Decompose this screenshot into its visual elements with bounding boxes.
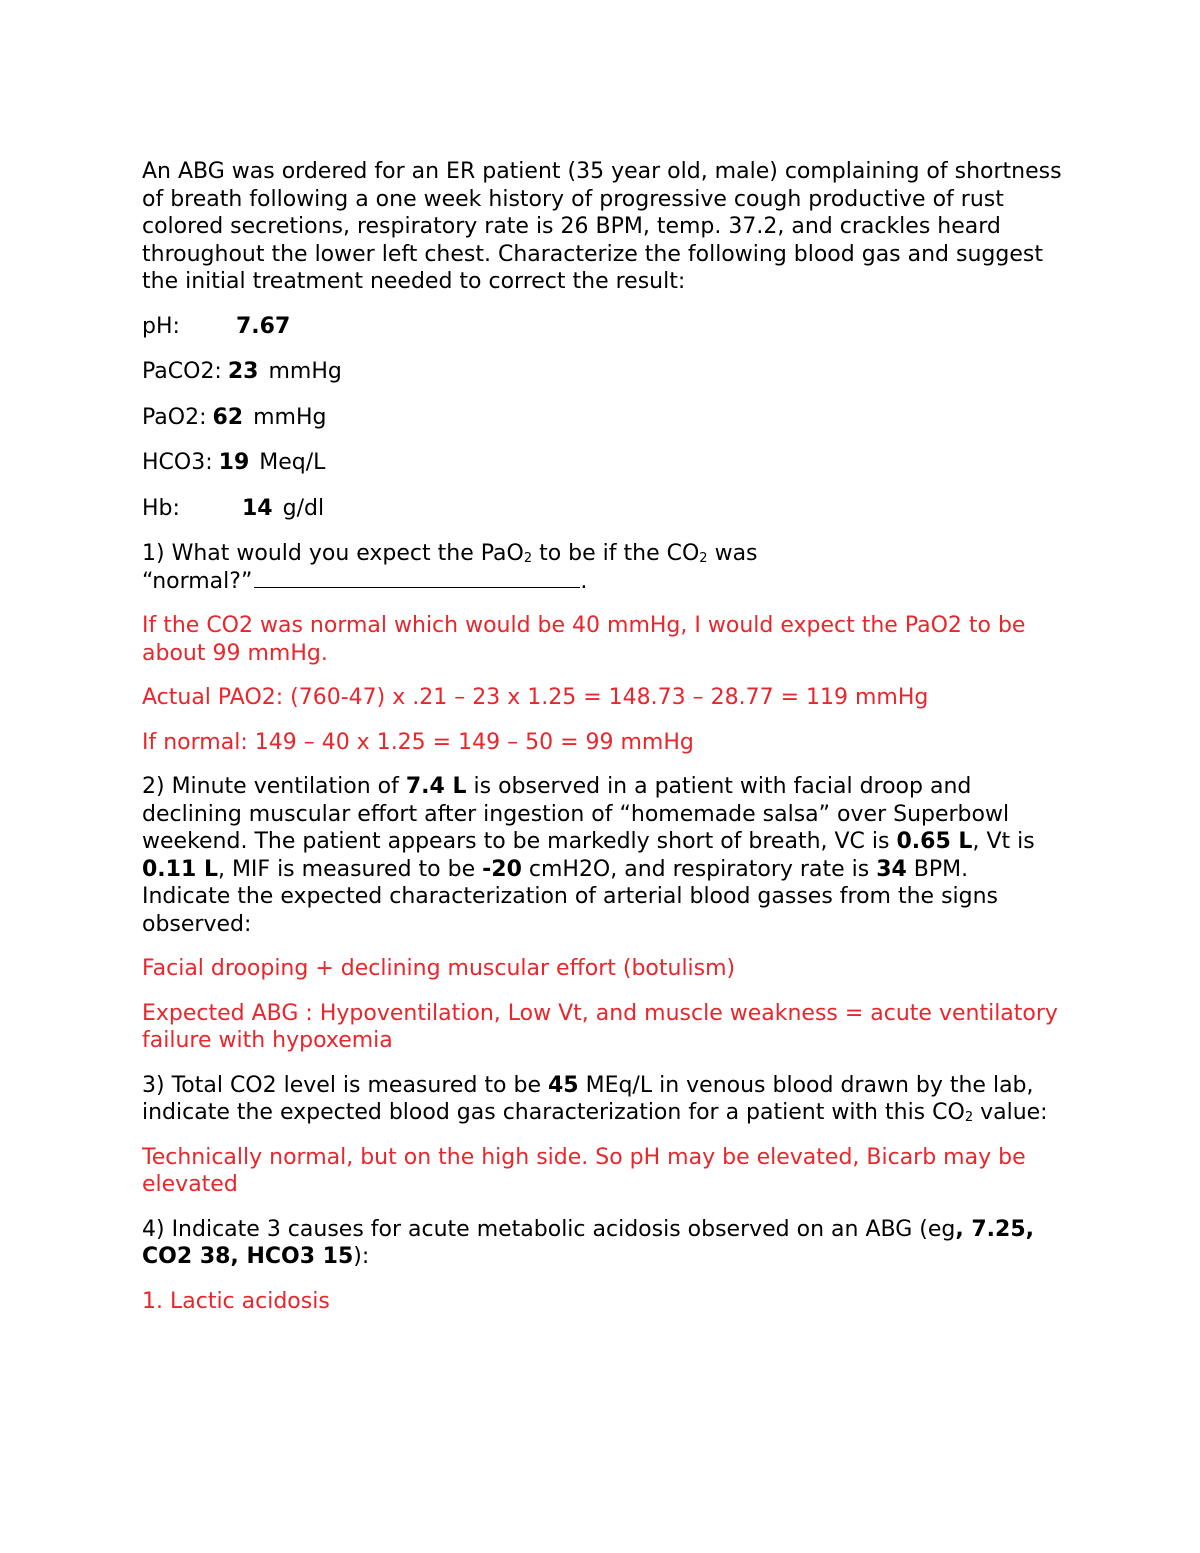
- q3-bold: 45: [547, 1072, 579, 1098]
- question-3: [142, 1072, 1062, 1127]
- lab-value: 7.67: [236, 313, 291, 339]
- lab-value: 23: [227, 359, 259, 384]
- q2-bold: 7.4 L: [405, 774, 467, 799]
- q2-answer-1: Facial drooping + declining muscular effort (botulism): [142, 956, 736, 981]
- lab-value: 14: [242, 495, 273, 521]
- lab-value: 62: [212, 404, 244, 430]
- lab-row-ph: [142, 313, 1062, 341]
- q1-answer-1: If the CO2 was normal which would be 40 mmHg, I would expect the PaO2 to be about 99 mmHg.: [142, 613, 1026, 666]
- lab-values: [142, 313, 1062, 523]
- q1-text: .: [580, 568, 588, 594]
- q4-text: ):: [353, 1244, 370, 1269]
- lab-row-hb: [142, 495, 1062, 523]
- lab-label: PaO2:: [142, 404, 207, 430]
- q2-text: BPM. Indicate the expected characterization of arterial blood gasses from the signs observed:: [142, 856, 999, 937]
- answer-blank-line: [254, 586, 580, 588]
- lab-value: 19: [218, 450, 250, 475]
- document-page: [142, 158, 1062, 1332]
- q3-answer: Technically normal, but on the high side. So pH may be elevated, Bicarb may be elevated: [142, 1144, 1026, 1197]
- q4-text: 4) Indicate 3 causes for acute metabolic acidosis observed on an ABG (eg: [142, 1216, 956, 1242]
- q2-bold: 0.65 L: [896, 829, 973, 854]
- q1-subscript: 2: [523, 551, 533, 566]
- q1-text: 1) What would you expect the PaO: [142, 541, 524, 566]
- question-1: [142, 540, 1062, 595]
- q4-answer: 1. Lactic acidosis: [142, 1288, 330, 1314]
- q3-text: value:: [973, 1100, 1048, 1125]
- lab-unit: g/dl: [282, 495, 325, 521]
- question-2: [142, 773, 1062, 938]
- lab-label: Hb:: [142, 495, 180, 521]
- q2-bold: -20: [482, 856, 522, 882]
- intro-paragraph: An ABG was ordered for an ER patient (35 year old, male) complaining of shortness of breath following a one week history of progressive cough productive of rust colored secretions, respiratory rate is 26 BPM, temp. 37.2, and crackles heard throughout the lower left chest. Characterize the following blood gas and suggest the initial treatment needed to correct the result:: [142, 159, 1062, 294]
- q2-text: , MIF is measured to be: [217, 856, 483, 882]
- q3-subscript: 2: [964, 1110, 974, 1125]
- q4-bold: , 7.25, CO2 38, HCO3 15: [142, 1216, 1034, 1269]
- q2-text: , Vt is: [972, 829, 1035, 854]
- q2-text: 2) Minute ventilation of: [142, 774, 406, 799]
- lab-row-pao2: [142, 404, 1062, 432]
- q1-answer-3: If normal: 149 – 40 x 1.25 = 149 – 50 = 99 mmHg: [142, 729, 694, 755]
- lab-unit: mmHg: [268, 359, 342, 384]
- q2-answer-2: Expected ABG : Hypoventilation, Low Vt, and muscle weakness = acute ventilatory failure with hypoxemia: [142, 1000, 1058, 1053]
- lab-row-hco3: [142, 449, 1062, 477]
- question-4: [142, 1216, 1062, 1271]
- q2-text: is observed in a patient with facial droop and declining muscular effort after ingestion of “homemade salsa” over Superbowl weekend. The patient appears to be markedly short of breath, VC is: [142, 774, 1010, 854]
- q1-subscript: 2: [699, 551, 708, 566]
- lab-label: pH:: [142, 313, 180, 339]
- q1-text: to be if the CO: [532, 541, 700, 566]
- lab-label: PaCO2:: [142, 359, 222, 384]
- q2-bold: 34: [876, 856, 907, 882]
- lab-row-paco2: [142, 358, 1062, 386]
- lab-label: HCO3:: [142, 450, 213, 475]
- lab-unit: Meq/L: [259, 450, 326, 475]
- q1-text: was: [707, 541, 758, 566]
- q1-text: “normal?”: [142, 568, 253, 594]
- q3-text: 3) Total CO2 level is measured to be: [142, 1072, 548, 1098]
- q1-answer-2: Actual PAO2: (760-47) x .21 – 23 x 1.25 = 148.73 – 28.77 = 119 mmHg: [142, 685, 929, 710]
- lab-unit: mmHg: [253, 404, 327, 430]
- q3-text: MEq/L in venous blood drawn by the lab, indicate the expected blood gas characterization for a patient with this CO: [142, 1072, 1034, 1125]
- q2-bold: 0.11 L: [142, 856, 218, 882]
- q2-text: cmH2O, and respiratory rate is: [521, 856, 877, 882]
